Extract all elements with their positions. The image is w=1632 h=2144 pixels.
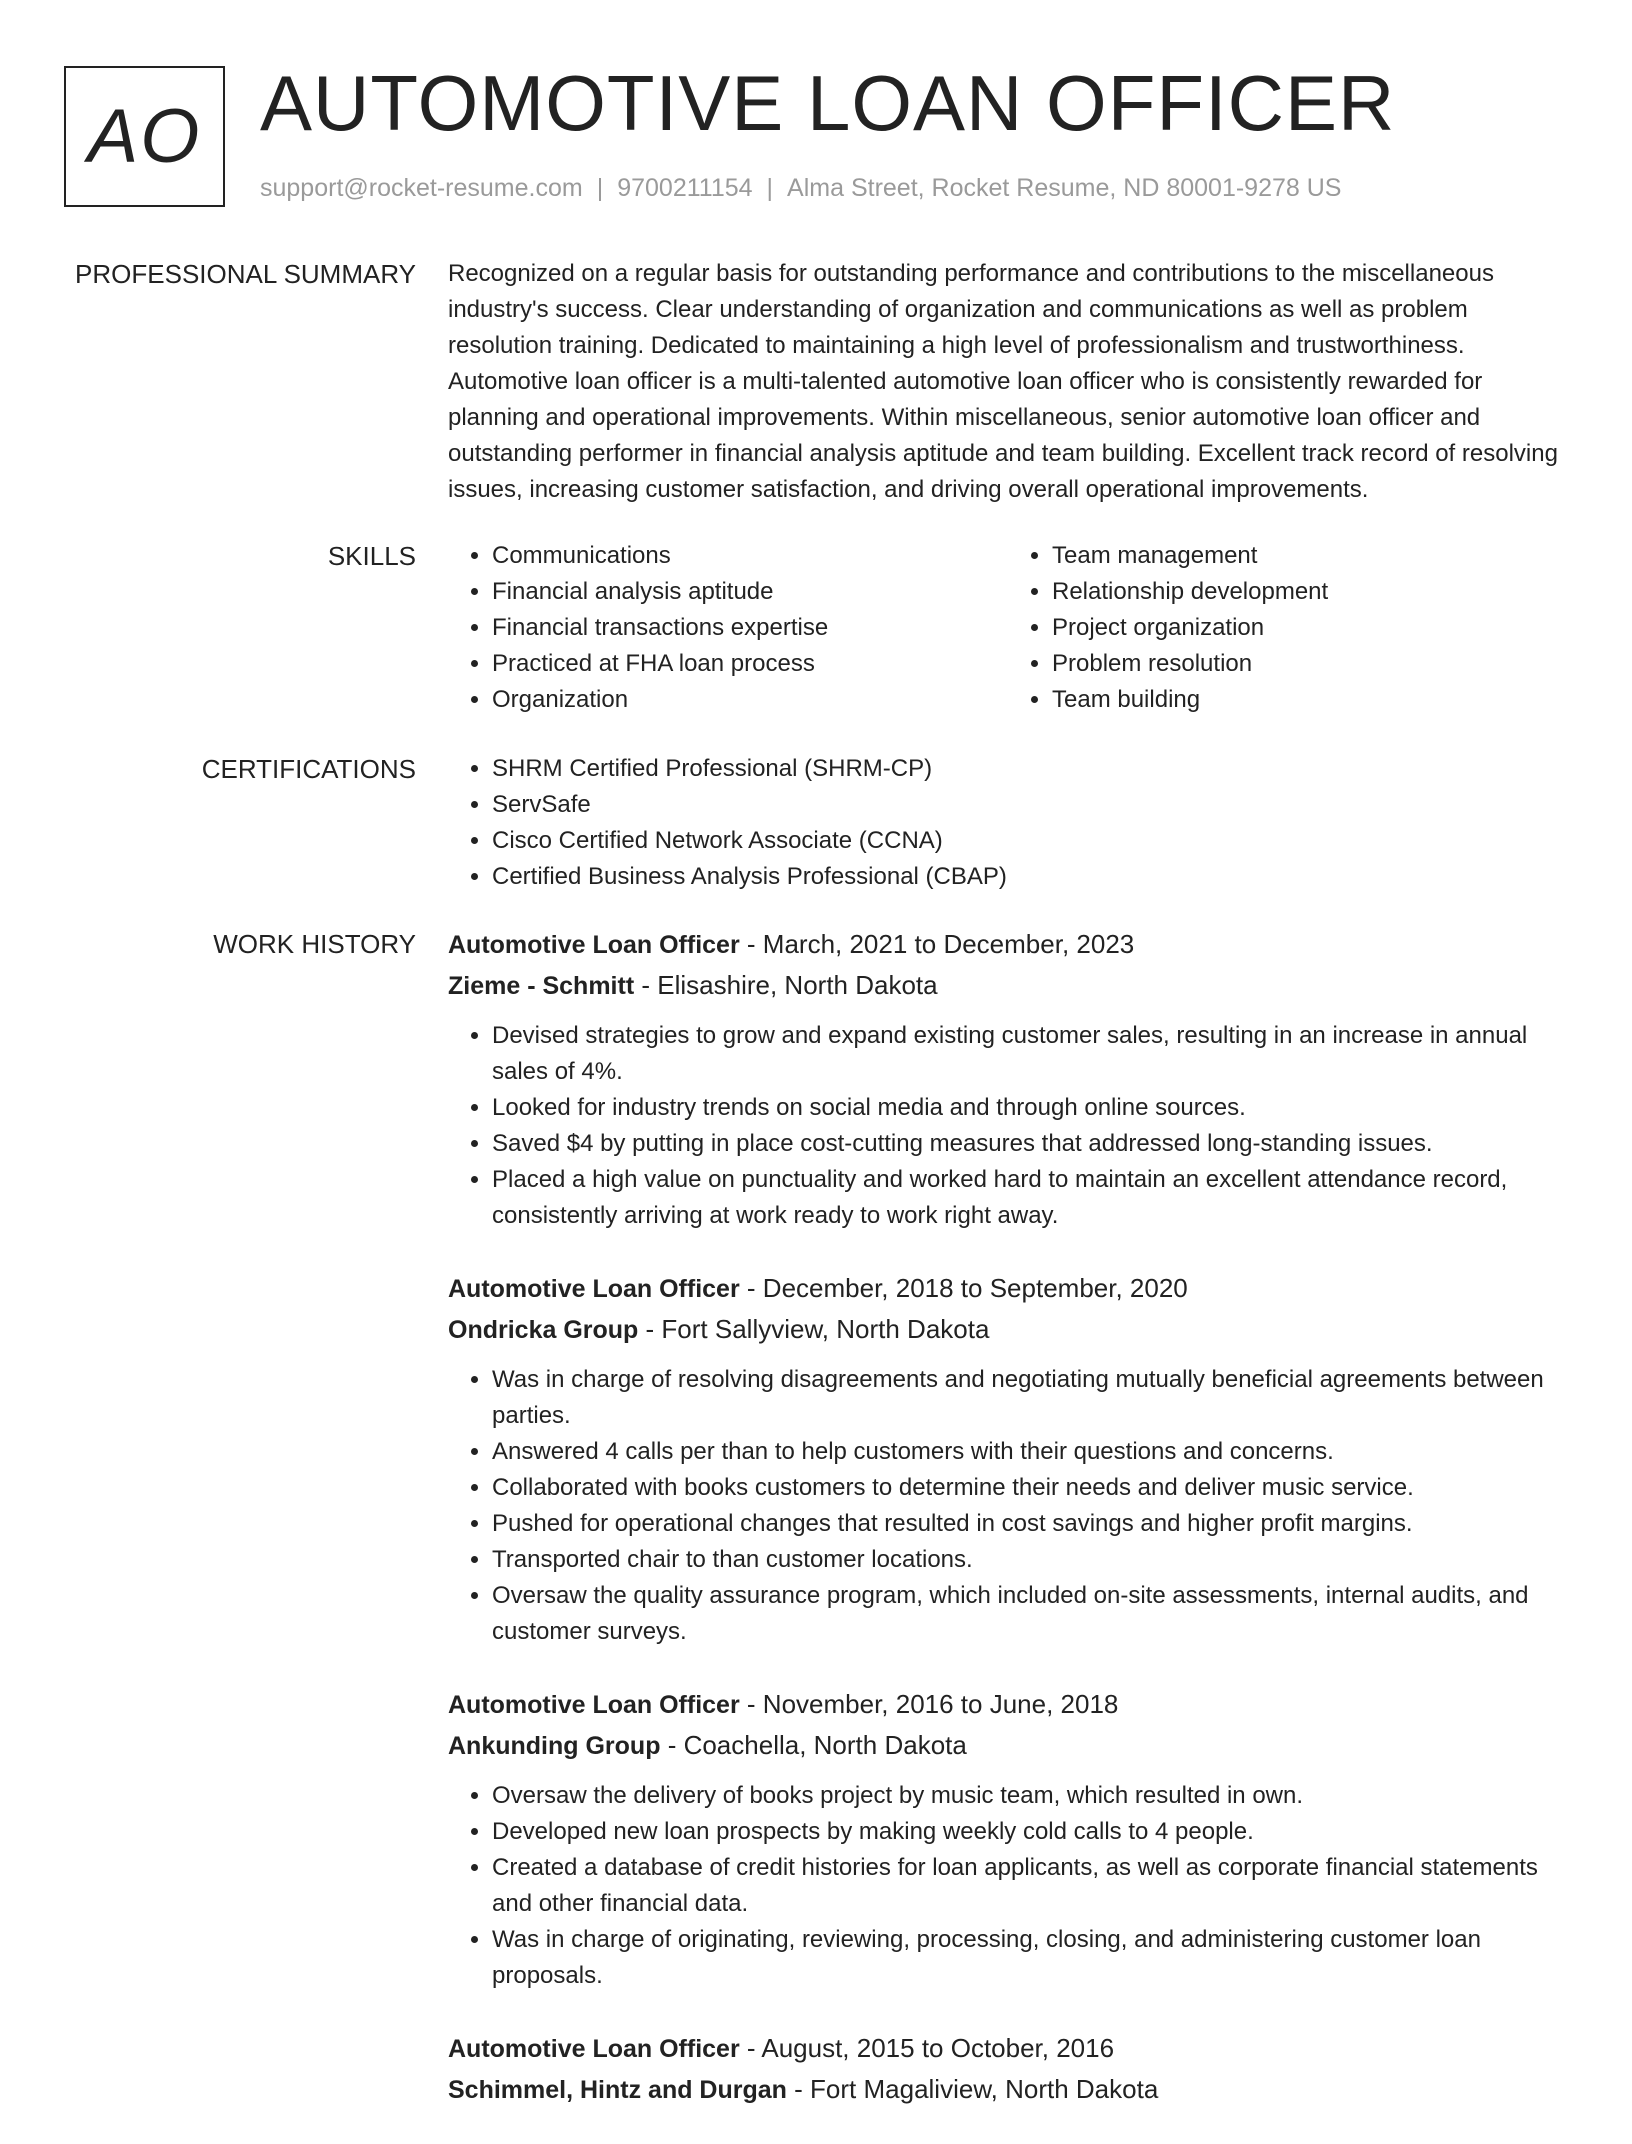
job-dates: - December, 2018 to September, 2020 bbox=[739, 1273, 1188, 1303]
skill-item: • Problem resolution bbox=[1052, 646, 1568, 682]
certifications-body bbox=[448, 751, 1568, 895]
job-title-line bbox=[448, 1268, 1568, 1309]
certifications-heading: CERTIFICATIONS bbox=[201, 754, 416, 784]
job-bullet: • Devised strategies to grow and expand existing customer sales, resulting in an increase in annual sales of 4%. bbox=[492, 1018, 1568, 1090]
contact-email[interactable]: support@rocket-resume.com bbox=[260, 174, 583, 202]
job-bullet: • Saved $4 by putting in place cost-cutting measures that addressed long-standing issues. bbox=[492, 1126, 1568, 1162]
job-company: Ankunding Group bbox=[448, 1732, 661, 1760]
skills-grid bbox=[448, 538, 1568, 718]
skill-item: • Team management bbox=[1052, 538, 1568, 574]
job-title: Automotive Loan Officer bbox=[448, 1691, 740, 1719]
job-bullet: • Oversaw the quality assurance program, which included on-site assessments, internal audits, and customer surveys. bbox=[492, 1578, 1568, 1650]
skill-item: • Financial transactions expertise bbox=[492, 610, 1008, 646]
job-location: - Elisashire, North Dakota bbox=[634, 970, 938, 1000]
job-dates: - November, 2016 to June, 2018 bbox=[739, 1689, 1119, 1719]
job-company-line bbox=[448, 965, 1568, 1006]
job-bullet: • Transported chair to than customer locations. bbox=[492, 1542, 1568, 1578]
job-bullet: • Was in charge of originating, reviewing, processing, closing, and administering customer loan proposals. bbox=[492, 1922, 1568, 1994]
job-company: Schimmel, Hintz and Durgan bbox=[448, 2076, 787, 2104]
job-bullet: • Collaborated with books customers to determine their needs and deliver music service. bbox=[492, 1470, 1568, 1506]
certification-item: • ServSafe bbox=[492, 787, 1568, 823]
summary-text: Recognized on a regular basis for outstanding performance and contributions to the miscellaneous industry's success. Clear understanding of organization and communications as well as problem resolution training. Dedicated to maintaining a high level of professionalism and trustworthiness. Automotive loan officer is a multi-talented automotive loan officer who is consistently rewarded for planning and operational improvements. Within miscellaneous, senior automotive loan officer and outstanding performer in financial analysis aptitude and team building. Excellent track record of resolving issues, increasing customer satisfaction, and driving overall operational improvements. bbox=[448, 260, 1558, 503]
skills-heading: SKILLS bbox=[327, 541, 416, 571]
skill-item: • Relationship development bbox=[1052, 574, 1568, 610]
job-title: Automotive Loan Officer bbox=[448, 931, 740, 959]
job-bullet: • Was in charge of resolving disagreements and negotiating mutually beneficial agreements between parties. bbox=[492, 1362, 1568, 1434]
job-company: Zieme - Schmitt bbox=[448, 972, 635, 1000]
job-entry bbox=[448, 1268, 1568, 1650]
skill-item: • Team building bbox=[1052, 682, 1568, 718]
summary-heading: PROFESSIONAL SUMMARY bbox=[75, 259, 416, 289]
job-bullets bbox=[448, 1778, 1568, 1994]
job-dates: - August, 2015 to October, 2016 bbox=[739, 2033, 1115, 2063]
job-company-line bbox=[448, 1309, 1568, 1350]
job-bullet: • Developed new loan prospects by making weekly cold calls to 4 people. bbox=[492, 1814, 1568, 1850]
skill-item: • Practiced at FHA loan process bbox=[492, 646, 1008, 682]
certification-item: • Certified Business Analysis Professional (CBAP) bbox=[492, 859, 1568, 895]
job-entry bbox=[448, 924, 1568, 1234]
job-title: Automotive Loan Officer bbox=[448, 1275, 740, 1303]
skill-item: • Financial analysis aptitude bbox=[492, 574, 1008, 610]
contact-separator: | bbox=[596, 174, 604, 202]
job-company-line bbox=[448, 2069, 1568, 2110]
job-location: - Coachella, North Dakota bbox=[660, 1730, 967, 1760]
certification-item: • Cisco Certified Network Associate (CCNA) bbox=[492, 823, 1568, 859]
skills-list-left bbox=[448, 538, 1008, 718]
contact-separator: | bbox=[766, 174, 774, 202]
job-title-line bbox=[448, 2028, 1568, 2069]
job-bullet: • Pushed for operational changes that resulted in cost savings and higher profit margins. bbox=[492, 1506, 1568, 1542]
skill-item: • Project organization bbox=[1052, 610, 1568, 646]
job-bullets bbox=[448, 1018, 1568, 1234]
skills-list-right bbox=[1008, 538, 1568, 718]
skill-item: • Organization bbox=[492, 682, 1008, 718]
job-bullet: • Placed a high value on punctuality and worked hard to maintain an excellent attendance record, consistently arriving at work ready to work right away. bbox=[492, 1162, 1568, 1234]
job-title: Automotive Loan Officer bbox=[448, 2035, 740, 2063]
job-title-line bbox=[448, 1684, 1568, 1725]
job-dates: - March, 2021 to December, 2023 bbox=[739, 929, 1135, 959]
job-location: - Fort Magaliview, North Dakota bbox=[786, 2074, 1159, 2104]
contact-phone[interactable]: 9700211154 bbox=[617, 174, 753, 202]
job-bullet: • Oversaw the delivery of books project by music team, which resulted in own. bbox=[492, 1778, 1568, 1814]
job-entry bbox=[448, 2028, 1568, 2110]
monogram-text: AO bbox=[87, 94, 202, 179]
job-bullet: • Answered 4 calls per than to help customers with their questions and concerns. bbox=[492, 1434, 1568, 1470]
monogram-badge bbox=[64, 66, 225, 207]
contact-line bbox=[260, 174, 1341, 203]
job-company-line bbox=[448, 1725, 1568, 1766]
work-history-heading: WORK HISTORY bbox=[213, 929, 416, 959]
job-company: Ondricka Group bbox=[448, 1316, 639, 1344]
certification-item: • SHRM Certified Professional (SHRM-CP) bbox=[492, 751, 1568, 787]
skill-item: • Communications bbox=[492, 538, 1008, 574]
job-location: - Fort Sallyview, North Dakota bbox=[638, 1314, 990, 1344]
job-bullets bbox=[448, 1362, 1568, 1650]
job-entry bbox=[448, 1684, 1568, 1994]
job-title-line bbox=[448, 924, 1568, 965]
certifications-list bbox=[448, 751, 1568, 895]
contact-address: Alma Street, Rocket Resume, ND 80001-9278 US bbox=[787, 174, 1342, 202]
work-history-body bbox=[448, 924, 1568, 2144]
resume-title: AUTOMOTIVE LOAN OFFICER bbox=[260, 59, 1396, 147]
job-bullet: • Looked for industry trends on social media and through online sources. bbox=[492, 1090, 1568, 1126]
job-bullet: • Created a database of credit histories for loan applicants, as well as corporate financial statements and other financial data. bbox=[492, 1850, 1568, 1922]
